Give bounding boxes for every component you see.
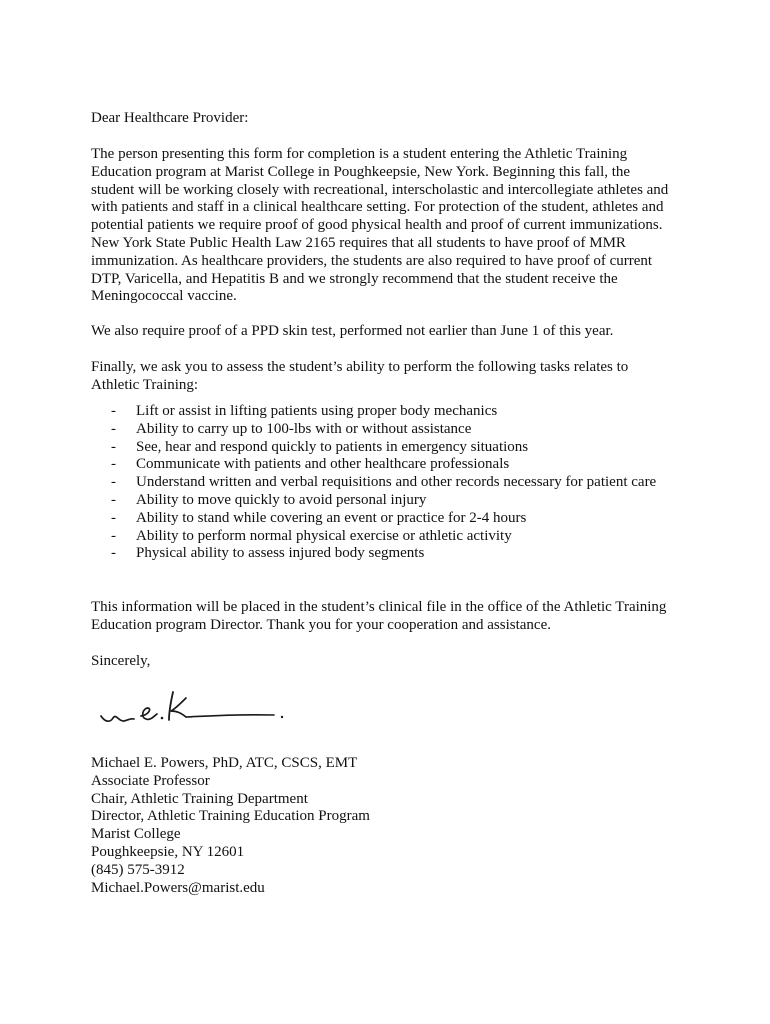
- email-address: Michael.Powers@marist.edu: [91, 879, 265, 896]
- paragraph-line: with patients and staff in a clinical healthcare setting. For protection of the student, athletes and: [91, 199, 664, 216]
- paragraph-line: The person presenting this form for completion is a student entering the Athletic Training: [91, 146, 628, 162]
- handwritten-signature: [96, 683, 296, 735]
- task-list-item: [111, 545, 656, 563]
- bullet-dash: -: [111, 491, 116, 508]
- paragraph-line: student will be working closely with recreational, interscholastic and intercollegiate athletes and: [91, 181, 669, 198]
- task-list-item: [111, 456, 656, 474]
- bullet-dash: -: [111, 438, 116, 455]
- task-text: Physical ability to assess injured body segments: [136, 545, 425, 562]
- task-text: Ability to perform normal physical exercise or athletic activity: [136, 527, 512, 544]
- phone-number: (845) 575-3912: [91, 861, 185, 878]
- paragraph-line: Education program Director. Thank you for your cooperation and assistance.: [91, 616, 551, 633]
- task-list-item: [111, 492, 656, 510]
- task-text: Communicate with patients and other healthcare professionals: [136, 456, 510, 473]
- task-text: Ability to stand while covering an event or practice for 2-4 hours: [136, 509, 527, 526]
- paragraph-line: Meningococcal vaccine.: [91, 288, 237, 305]
- task-list-item: [111, 510, 656, 528]
- closing: Sincerely,: [91, 653, 151, 669]
- task-list: [111, 403, 656, 563]
- task-text: See, hear and respond quickly to patients in emergency situations: [136, 438, 529, 455]
- task-list-item: [111, 528, 656, 546]
- bullet-dash: -: [111, 420, 116, 437]
- signer-program-role: Director, Athletic Training Education Program: [91, 808, 370, 825]
- paragraph-line: immunization. As healthcare providers, the students are also required to have proof of current: [91, 252, 653, 269]
- task-list-item: [111, 439, 656, 457]
- paragraph-line: DTP, Varicella, and Hepatitis B and we strongly recommend that the student receive the: [91, 270, 618, 287]
- bullet-dash: -: [111, 545, 116, 562]
- paragraph-line: New York State Public Health Law 2165 requires that all students to have proof of MMR: [91, 234, 626, 251]
- task-list-item: [111, 421, 656, 439]
- paragraph-closing-info: [91, 599, 691, 635]
- paragraph-line: This information will be placed in the student’s clinical file in the office of the Athletic Training: [91, 599, 667, 615]
- task-list-item: [111, 403, 656, 421]
- bullet-dash: -: [111, 456, 116, 473]
- bullet-dash: -: [111, 474, 116, 491]
- bullet-dash: -: [111, 509, 116, 526]
- task-list-item: [111, 474, 656, 492]
- signer-title: Associate Professor: [91, 772, 210, 789]
- institution-name: Marist College: [91, 826, 181, 843]
- paragraph-line: Finally, we ask you to assess the student’s ability to perform the following tasks relates to: [91, 359, 629, 375]
- task-text: Lift or assist in lifting patients using proper body mechanics: [136, 403, 498, 419]
- signature-block: [91, 755, 691, 897]
- paragraph-line: Athletic Training:: [91, 376, 199, 393]
- paragraph-ppd-test: We also require proof of a PPD skin test, performed not earlier than June 1 of this year.: [91, 323, 614, 339]
- salutation: Dear Healthcare Provider:: [91, 110, 249, 126]
- paragraph-line: Education program at Marist College in Poughkeepsie, New York. Beginning this fall, the: [91, 163, 631, 180]
- task-text: Understand written and verbal requisitions and other records necessary for patient care: [136, 474, 657, 491]
- paragraph-introduction: [91, 146, 691, 306]
- institution-address: Poughkeepsie, NY 12601: [91, 843, 245, 860]
- bullet-dash: -: [111, 527, 116, 544]
- paragraph-line: potential patients we require proof of good physical health and proof of current immunizations.: [91, 217, 663, 234]
- signer-name: Michael E. Powers, PhD, ATC, CSCS, EMT: [91, 755, 358, 771]
- bullet-dash: -: [111, 403, 116, 419]
- task-text: Ability to carry up to 100-lbs with or without assistance: [136, 420, 472, 437]
- signer-department-role: Chair, Athletic Training Department: [91, 790, 308, 807]
- paragraph-tasks-intro: [91, 359, 691, 395]
- task-text: Ability to move quickly to avoid personal injury: [136, 491, 427, 508]
